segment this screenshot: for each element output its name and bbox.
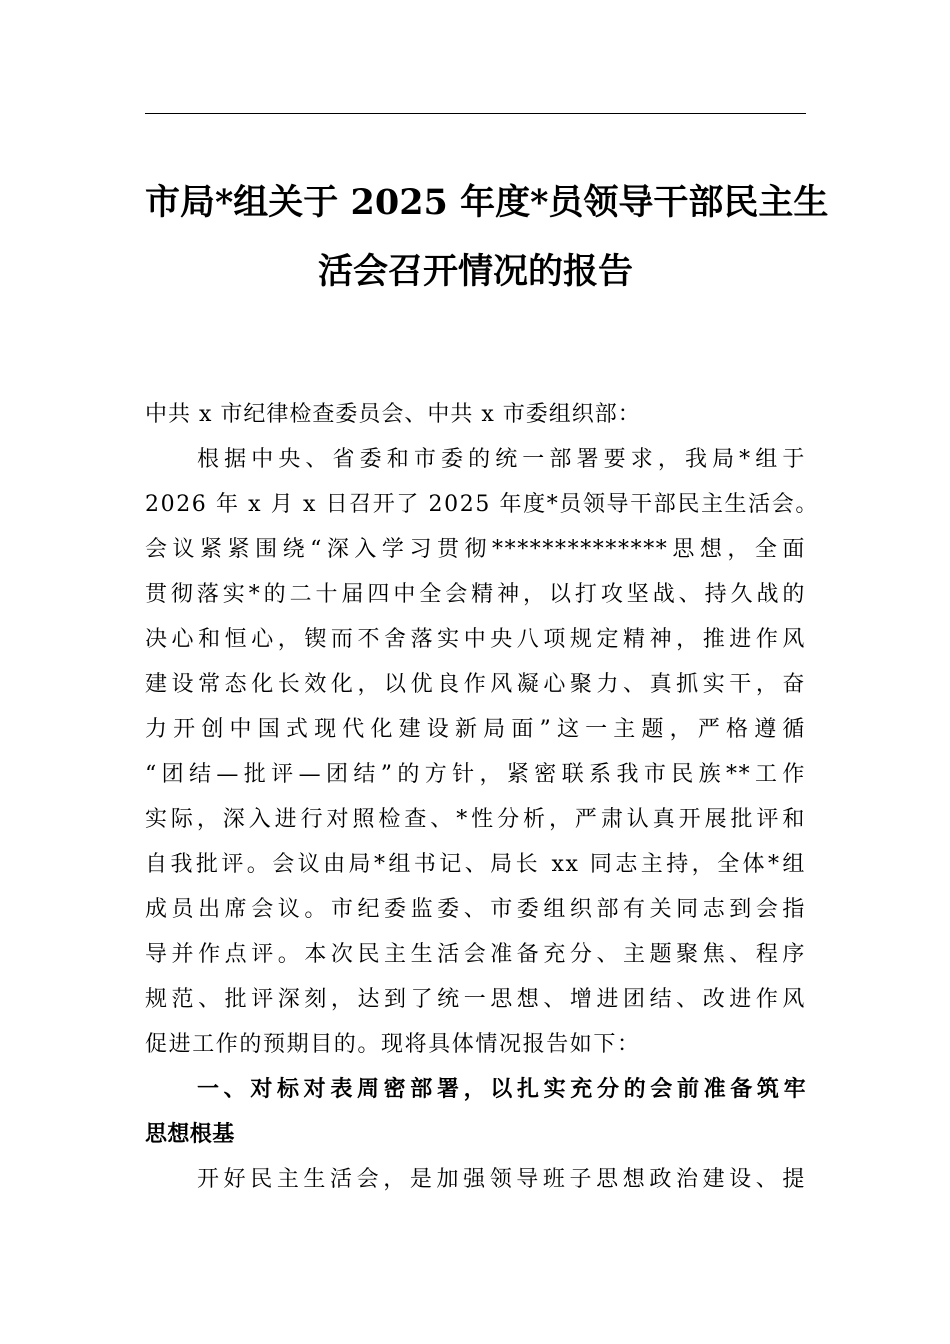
text-line: 决心和恒心，锲而不舍落实中央八项规定精神，推进作风 (145, 627, 806, 652)
title-line: 活会召开情况的报告 (317, 251, 633, 292)
paragraph-intro (145, 437, 819, 1067)
text-line: 贯彻落实*的二十届四中全会精神，以打攻坚战、持久战的 (145, 582, 806, 607)
text-line: 导并作点评。本次民主生活会准备充分、主题聚焦、程序 (145, 942, 806, 967)
text-line: 会议紧紧围绕“深入学习贯彻**************思想，全面 (145, 537, 806, 562)
title-line: 市局*组关于 2025 年度*员领导干部民主生 (145, 182, 829, 223)
text-line: 2026 年 x 月 x 日召开了 2025 年度*员领导干部民主生活会。 (145, 492, 819, 517)
header-rule (145, 113, 806, 114)
text-line: 自我批评。会议由局*组书记、局长 xx 同志主持，全体*组 (145, 852, 806, 877)
text-line: 力开创中国式现代化建设新局面”这一主题，严格遵循 (145, 717, 806, 742)
text-line: 促进工作的预期目的。现将具体情况报告如下： (145, 1032, 641, 1057)
document-body (145, 392, 819, 1202)
paragraph-section-1 (145, 1157, 806, 1202)
section-heading-1 (145, 1067, 806, 1157)
text-line: 建设常态化长效化，以优良作风凝心聚力、真抓实干，奋 (145, 672, 806, 697)
document-title (145, 168, 829, 306)
text-line: 开好民主生活会，是加强领导班子思想政治建设、提 (197, 1167, 806, 1192)
text-line: 根据中央、省委和市委的统一部署要求，我局*组于 (197, 447, 806, 472)
text-line: 规范、批评深刻，达到了统一思想、增进团结、改进作风 (145, 987, 806, 1012)
heading-line: 一、对标对表周密部署，以扎实充分的会前准备筑牢 (197, 1077, 806, 1102)
text-line: “团结—批评—团结”的方针，紧密联系我市民族**工作 (145, 762, 806, 787)
text-line: 实际，深入进行对照检查、*性分析，严肃认真开展批评和 (145, 807, 806, 832)
salutation: 中共 x 市纪律检查委员会、中共 x 市委组织部： (145, 402, 641, 427)
text-line: 成员出席会议。市纪委监委、市委组织部有关同志到会指 (145, 897, 806, 922)
heading-line: 思想根基 (145, 1122, 235, 1147)
